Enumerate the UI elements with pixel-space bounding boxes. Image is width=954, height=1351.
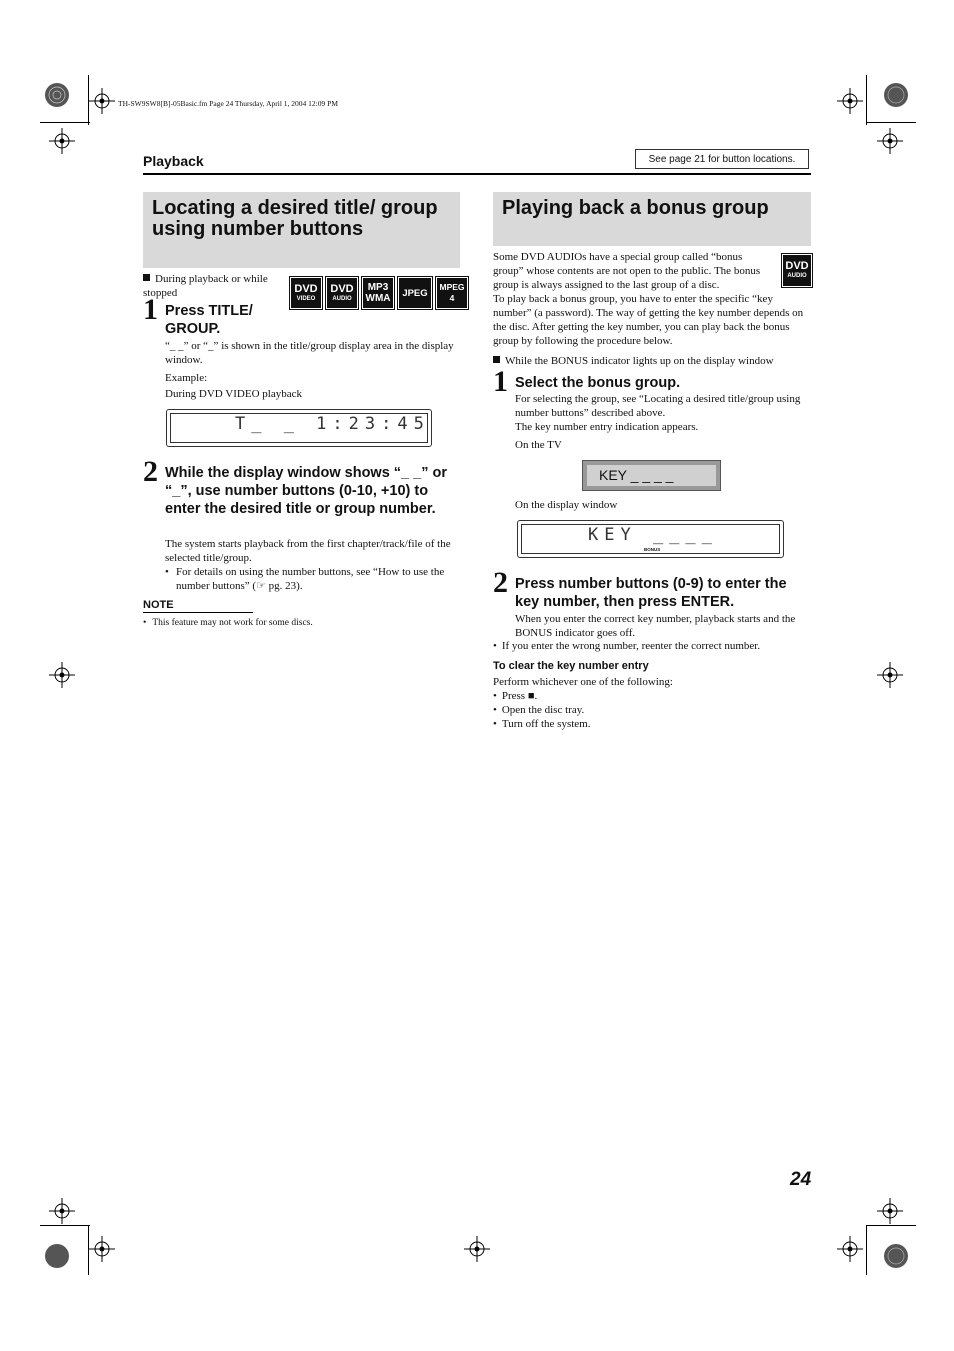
disc-icon-bottom: VIDEO (296, 295, 316, 302)
clear-intro: Perform whichever one of the following: (493, 676, 673, 688)
bullet-dot: • (493, 640, 497, 652)
crosshair-icon (877, 1198, 903, 1224)
disc-icon-top: DVD (294, 282, 318, 295)
square-bullet-icon (493, 356, 500, 363)
disc-icon-bottom: WMA (365, 293, 391, 304)
registration-disc-icon (44, 82, 70, 108)
right-condition (493, 354, 811, 368)
lcd-display-key (517, 520, 784, 558)
step-1-title: Press TITLE/ GROUP. (165, 303, 253, 337)
registration-disc-icon (883, 1243, 909, 1269)
see-page-note: See page 21 for button locations. (635, 149, 809, 169)
step-2-number: 2 (493, 566, 508, 599)
disc-icon-top: DVD (785, 260, 809, 272)
note-text: This feature may not work for some discs. (152, 618, 313, 628)
crosshair-icon (877, 128, 903, 154)
file-info: TH-SW9SW8[B]-05Basic.fm Page 24 Thursday, April 1, 2004 12:09 PM (118, 99, 338, 108)
disc-icon-bottom: AUDIO (332, 295, 352, 302)
intro-paragraph: Some DVD AUDIOs have a special group called “bonus group” whose contents are not open to the public. The bonus group is always assigned to the last group of a disc. (493, 251, 761, 291)
step-1-desc: For selecting the group, see “Locating a desired title/group using number buttons” described above. (515, 393, 801, 419)
step-1-number: 1 (143, 293, 158, 326)
crosshair-icon (49, 662, 75, 688)
crosshair-icon (89, 88, 115, 114)
left-condition (143, 272, 288, 300)
clear-title: To clear the key number entry (493, 660, 649, 672)
list-item-text: Open the disc tray. (501, 704, 585, 716)
right-heading: Playing back a bonus group (493, 192, 811, 246)
tv-text: KEY _ _ _ _ (599, 467, 674, 483)
step-1-desc: “_ _” or “_” is shown in the title/group display area in the display window. (165, 340, 454, 366)
tv-screen-display (582, 460, 721, 491)
crosshair-icon (877, 662, 903, 688)
disc-icon-top: MPEG (439, 282, 465, 292)
list-item: • Turn off the system. (493, 718, 591, 730)
registration-disc-icon (44, 1243, 70, 1269)
crosshair-icon (837, 1236, 863, 1262)
step-1-title: Select the bonus group. (515, 375, 681, 391)
step-2-desc: The system starts playback from the first chapter/track/file of the selected title/group. (165, 538, 451, 564)
section-label: Playback (143, 153, 204, 169)
clear-list (493, 689, 590, 731)
mp3-wma-icon (361, 276, 395, 310)
step-2-title: While the display window shows “_ _” or “_”, use number buttons (0-10, +10) to enter the desired title or group number. (165, 465, 447, 517)
dvd-video-icon (289, 276, 323, 310)
example-label: Example: (165, 372, 208, 384)
mpeg4-icon (435, 276, 469, 310)
step-1-number: 1 (493, 365, 508, 398)
condition-text: During playback or while stopped (143, 273, 268, 299)
crosshair-icon (464, 1236, 490, 1262)
dvd-audio-icon (781, 253, 813, 288)
crosshair-icon (837, 88, 863, 114)
note-label: NOTE (143, 599, 253, 613)
header-rule (143, 173, 811, 175)
list-item-text: Press ■. (501, 690, 538, 702)
dvd-audio-icon (325, 276, 359, 310)
step-2-bullet (165, 565, 457, 593)
bonus-indicator: BONUS (644, 547, 661, 552)
step-2-number: 2 (143, 455, 158, 488)
square-bullet-icon (143, 274, 150, 281)
intro-paragraph-2: To play back a bonus group, you have to enter the specific “key number” (a password). The way of getting the key number depends on the disc. After getting the key number, you can play back the bonus group by following the procedure below. (493, 293, 804, 347)
disc-icon-bottom: AUDIO (787, 273, 807, 279)
disc-icon-bottom: 4 (449, 293, 455, 303)
bullet-text: If you enter the wrong number, reenter the correct number. (501, 640, 761, 652)
step-2-title: Press number buttons (0-9) to enter the key number, then press ENTER. (515, 576, 787, 610)
lcd-display-title (166, 409, 432, 447)
list-item-text: Turn off the system. (501, 718, 591, 730)
disc-icon-top: JPEG (402, 287, 428, 299)
page-number: 24 (790, 1169, 812, 1190)
disc-icon-top: DVD (330, 282, 354, 295)
disc-type-icons (289, 276, 469, 310)
lcd-text: KEY ____ (588, 525, 718, 545)
crosshair-icon (49, 1198, 75, 1224)
left-heading: Locating a desired title/ group using number buttons (143, 192, 460, 268)
list-item: • Open the disc tray. (493, 704, 585, 716)
example-sub: During DVD VIDEO playback (165, 388, 302, 400)
on-tv-label: On the TV (515, 439, 562, 451)
crosshair-icon (49, 128, 75, 154)
registration-disc-icon (883, 82, 909, 108)
bullet-dot: • (165, 566, 169, 578)
disc-icon-top: MP3 (367, 282, 389, 293)
bullet-text: For details on using the number buttons, see “How to use the number buttons” (☞ pg. 23). (176, 566, 445, 592)
step-1-desc-2: The key number entry indication appears. (515, 421, 699, 433)
jpeg-icon (397, 276, 433, 310)
crosshair-icon (89, 1236, 115, 1262)
on-display-label: On the display window (515, 499, 618, 511)
note-item: • This feature may not work for some discs. (143, 618, 313, 628)
list-item: • Press ■. (493, 690, 538, 702)
step-2-desc: When you enter the correct key number, playback starts and the BONUS indicator goes off. (515, 613, 796, 639)
lcd-text: T_ _ 1:23:45 (235, 414, 430, 434)
step-2-bullet (493, 639, 811, 653)
condition-text: While the BONUS indicator lights up on the display window (505, 355, 774, 367)
